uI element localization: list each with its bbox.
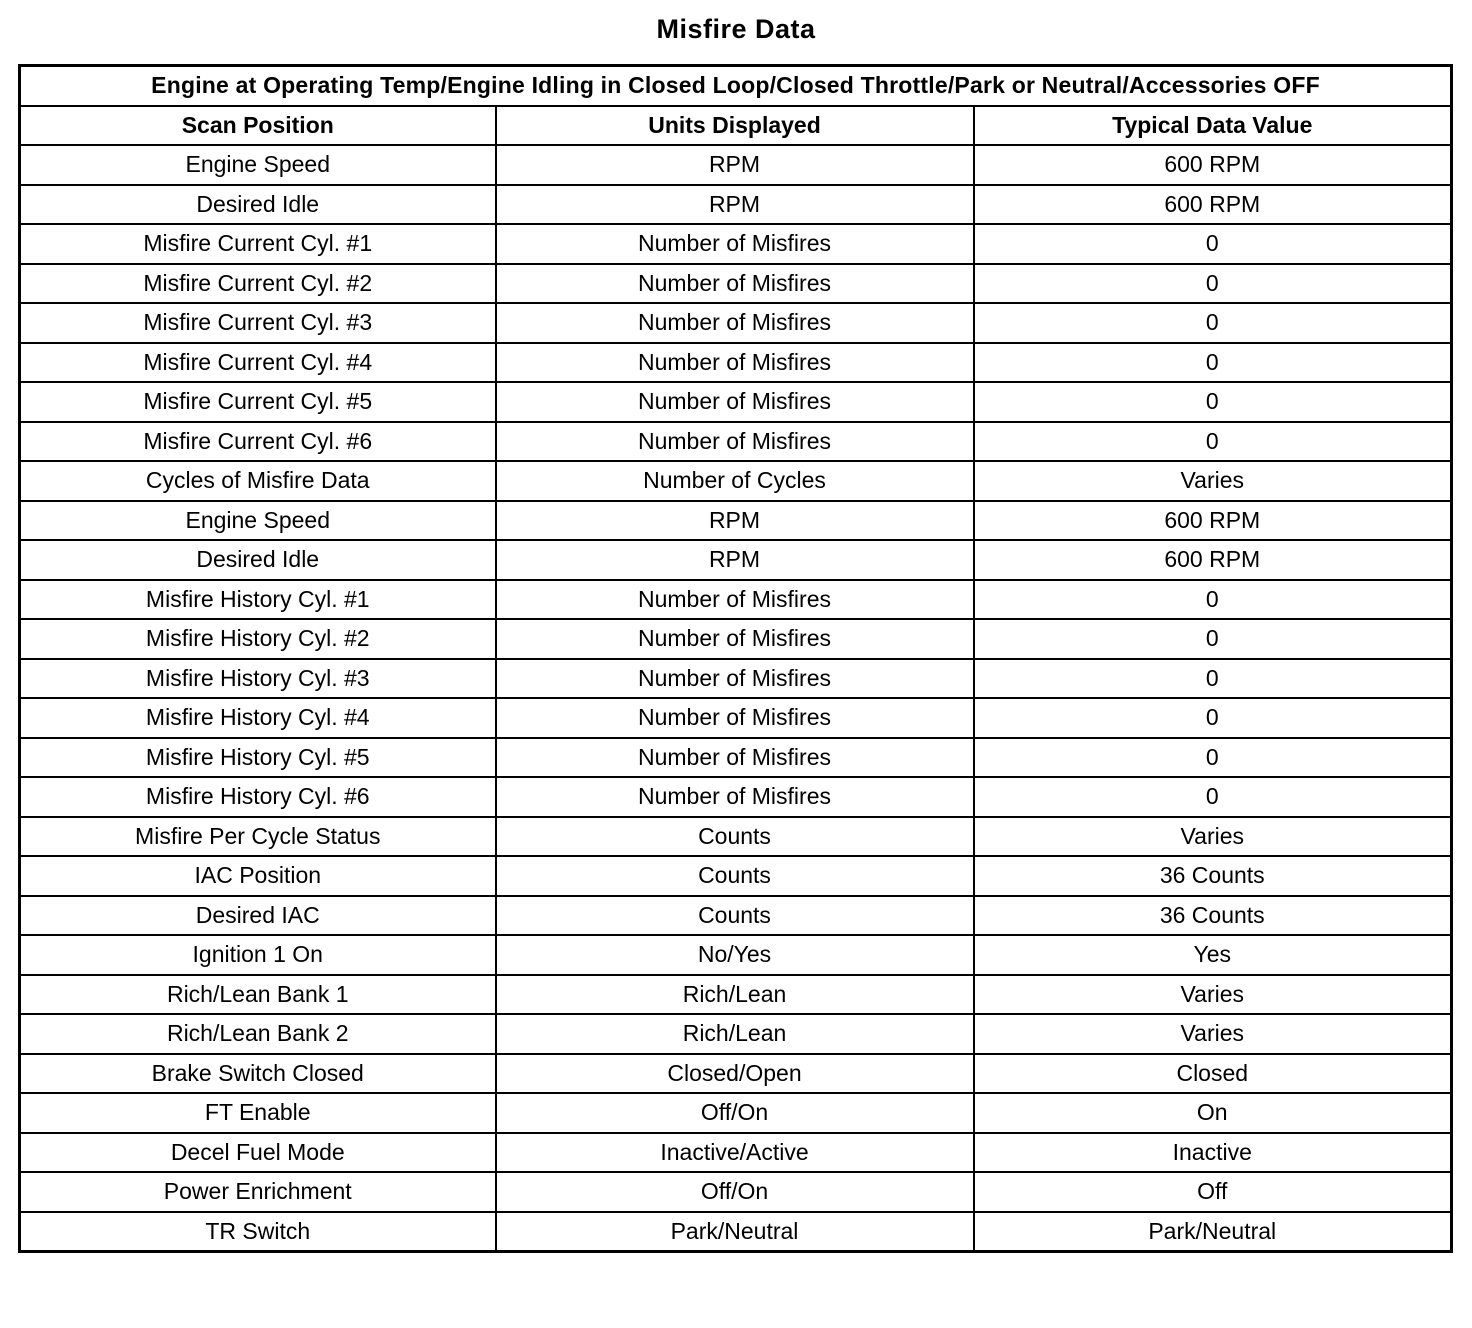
units-displayed-cell: Number of Misfires — [496, 777, 974, 817]
scan-position-cell: Misfire History Cyl. #5 — [20, 738, 496, 778]
table-row — [20, 659, 1452, 699]
units-displayed-cell: Off/On — [496, 1093, 974, 1133]
units-displayed-cell: Number of Misfires — [496, 580, 974, 620]
column-header-scan-position: Scan Position — [20, 106, 496, 146]
table-row — [20, 501, 1452, 541]
scan-position-cell: Misfire Current Cyl. #2 — [20, 264, 496, 304]
typical-data-value-cell: Yes — [974, 935, 1452, 975]
scan-position-cell: Desired Idle — [20, 185, 496, 225]
scan-position-cell: Engine Speed — [20, 145, 496, 185]
typical-data-value-cell: Varies — [974, 1014, 1452, 1054]
typical-data-value-cell: 0 — [974, 619, 1452, 659]
typical-data-value-cell: 600 RPM — [974, 185, 1452, 225]
column-header-units-displayed: Units Displayed — [496, 106, 974, 146]
page-title: Misfire Data — [656, 14, 816, 44]
typical-data-value-cell: 0 — [974, 777, 1452, 817]
typical-data-value-cell: On — [974, 1093, 1452, 1133]
typical-data-value-cell: 0 — [974, 303, 1452, 343]
table-row — [20, 580, 1452, 620]
scan-position-cell: Brake Switch Closed — [20, 1054, 496, 1094]
units-displayed-cell: RPM — [496, 185, 974, 225]
units-displayed-cell: Number of Misfires — [496, 382, 974, 422]
scan-position-cell: TR Switch — [20, 1212, 496, 1252]
scan-position-cell: Misfire Current Cyl. #5 — [20, 382, 496, 422]
scan-position-cell: Misfire History Cyl. #2 — [20, 619, 496, 659]
units-displayed-cell: Number of Misfires — [496, 738, 974, 778]
table-row — [20, 1093, 1452, 1133]
column-header-typical-data-value: Typical Data Value — [974, 106, 1452, 146]
typical-data-value-cell: 0 — [974, 580, 1452, 620]
scan-position-cell: Ignition 1 On — [20, 935, 496, 975]
units-displayed-cell: Park/Neutral — [496, 1212, 974, 1252]
typical-data-value-cell: 600 RPM — [974, 540, 1452, 580]
typical-data-value-cell: 36 Counts — [974, 896, 1452, 936]
typical-data-value-cell: Off — [974, 1172, 1452, 1212]
units-displayed-cell: RPM — [496, 145, 974, 185]
typical-data-value-cell: Park/Neutral — [974, 1212, 1452, 1252]
table-row — [20, 738, 1452, 778]
units-displayed-cell: Number of Misfires — [496, 224, 974, 264]
scan-position-cell: IAC Position — [20, 856, 496, 896]
table-row — [20, 1133, 1452, 1173]
typical-data-value-cell: 0 — [974, 422, 1452, 462]
scan-position-cell: Desired IAC — [20, 896, 496, 936]
scan-position-cell: Rich/Lean Bank 2 — [20, 1014, 496, 1054]
units-displayed-cell: Closed/Open — [496, 1054, 974, 1094]
table-row — [20, 145, 1452, 185]
units-displayed-cell: Number of Misfires — [496, 303, 974, 343]
units-displayed-cell: Off/On — [496, 1172, 974, 1212]
units-displayed-cell: Number of Misfires — [496, 659, 974, 699]
typical-data-value-cell: 0 — [974, 224, 1452, 264]
table-row — [20, 382, 1452, 422]
scan-position-cell: Misfire History Cyl. #4 — [20, 698, 496, 738]
units-displayed-cell: Counts — [496, 856, 974, 896]
scan-position-cell: FT Enable — [20, 1093, 496, 1133]
scan-position-cell: Misfire History Cyl. #1 — [20, 580, 496, 620]
scan-position-cell: Misfire Current Cyl. #1 — [20, 224, 496, 264]
table-body — [20, 145, 1452, 1252]
misfire-data-table — [18, 64, 1453, 1253]
table-row — [20, 698, 1452, 738]
scan-position-cell: Decel Fuel Mode — [20, 1133, 496, 1173]
table-row — [20, 540, 1452, 580]
units-displayed-cell: Rich/Lean — [496, 1014, 974, 1054]
scan-position-cell: Rich/Lean Bank 1 — [20, 975, 496, 1015]
units-displayed-cell: Number of Misfires — [496, 343, 974, 383]
typical-data-value-cell: 0 — [974, 264, 1452, 304]
typical-data-value-cell: 0 — [974, 698, 1452, 738]
typical-data-value-cell: Varies — [974, 975, 1452, 1015]
units-displayed-cell: Counts — [496, 896, 974, 936]
units-displayed-cell: Number of Misfires — [496, 264, 974, 304]
scan-position-cell: Misfire Current Cyl. #4 — [20, 343, 496, 383]
table-row — [20, 896, 1452, 936]
units-displayed-cell: Rich/Lean — [496, 975, 974, 1015]
scan-position-cell: Misfire History Cyl. #3 — [20, 659, 496, 699]
scan-position-cell: Misfire History Cyl. #6 — [20, 777, 496, 817]
scan-position-cell: Misfire Per Cycle Status — [20, 817, 496, 857]
table-row — [20, 817, 1452, 857]
typical-data-value-cell: Closed — [974, 1054, 1452, 1094]
table-row — [20, 264, 1452, 304]
table-row — [20, 975, 1452, 1015]
table-row — [20, 1014, 1452, 1054]
table-row — [20, 303, 1452, 343]
typical-data-value-cell: 600 RPM — [974, 501, 1452, 541]
table-row — [20, 856, 1452, 896]
scan-position-cell: Misfire Current Cyl. #3 — [20, 303, 496, 343]
units-displayed-cell: Inactive/Active — [496, 1133, 974, 1173]
table-row — [20, 619, 1452, 659]
units-displayed-cell: No/Yes — [496, 935, 974, 975]
table-row — [20, 343, 1452, 383]
table-row — [20, 1172, 1452, 1212]
table-row — [20, 1212, 1452, 1252]
typical-data-value-cell: 0 — [974, 659, 1452, 699]
units-displayed-cell: Number of Misfires — [496, 619, 974, 659]
scan-position-cell: Misfire Current Cyl. #6 — [20, 422, 496, 462]
scan-position-cell: Power Enrichment — [20, 1172, 496, 1212]
scan-position-cell: Cycles of Misfire Data — [20, 461, 496, 501]
units-displayed-cell: Counts — [496, 817, 974, 857]
typical-data-value-cell: 0 — [974, 738, 1452, 778]
conditions-row — [20, 66, 1452, 106]
typical-data-value-cell: Varies — [974, 461, 1452, 501]
scan-position-cell: Engine Speed — [20, 501, 496, 541]
units-displayed-cell: RPM — [496, 540, 974, 580]
conditions-text: Engine at Operating Temp/Engine Idling in Closed Loop/Closed Throttle/Park or Neutral/Accessories OFF — [20, 66, 1452, 106]
table-row — [20, 224, 1452, 264]
typical-data-value-cell: 36 Counts — [974, 856, 1452, 896]
typical-data-value-cell: Inactive — [974, 1133, 1452, 1173]
table-row — [20, 1054, 1452, 1094]
typical-data-value-cell: 600 RPM — [974, 145, 1452, 185]
typical-data-value-cell: 0 — [974, 382, 1452, 422]
table-row — [20, 185, 1452, 225]
table-row — [20, 422, 1452, 462]
typical-data-value-cell: Varies — [974, 817, 1452, 857]
units-displayed-cell: Number of Misfires — [496, 422, 974, 462]
units-displayed-cell: Number of Cycles — [496, 461, 974, 501]
header-row — [20, 106, 1452, 146]
table-row — [20, 461, 1452, 501]
units-displayed-cell: Number of Misfires — [496, 698, 974, 738]
scan-position-cell: Desired Idle — [20, 540, 496, 580]
table-row — [20, 777, 1452, 817]
units-displayed-cell: RPM — [496, 501, 974, 541]
typical-data-value-cell: 0 — [974, 343, 1452, 383]
table-row — [20, 935, 1452, 975]
